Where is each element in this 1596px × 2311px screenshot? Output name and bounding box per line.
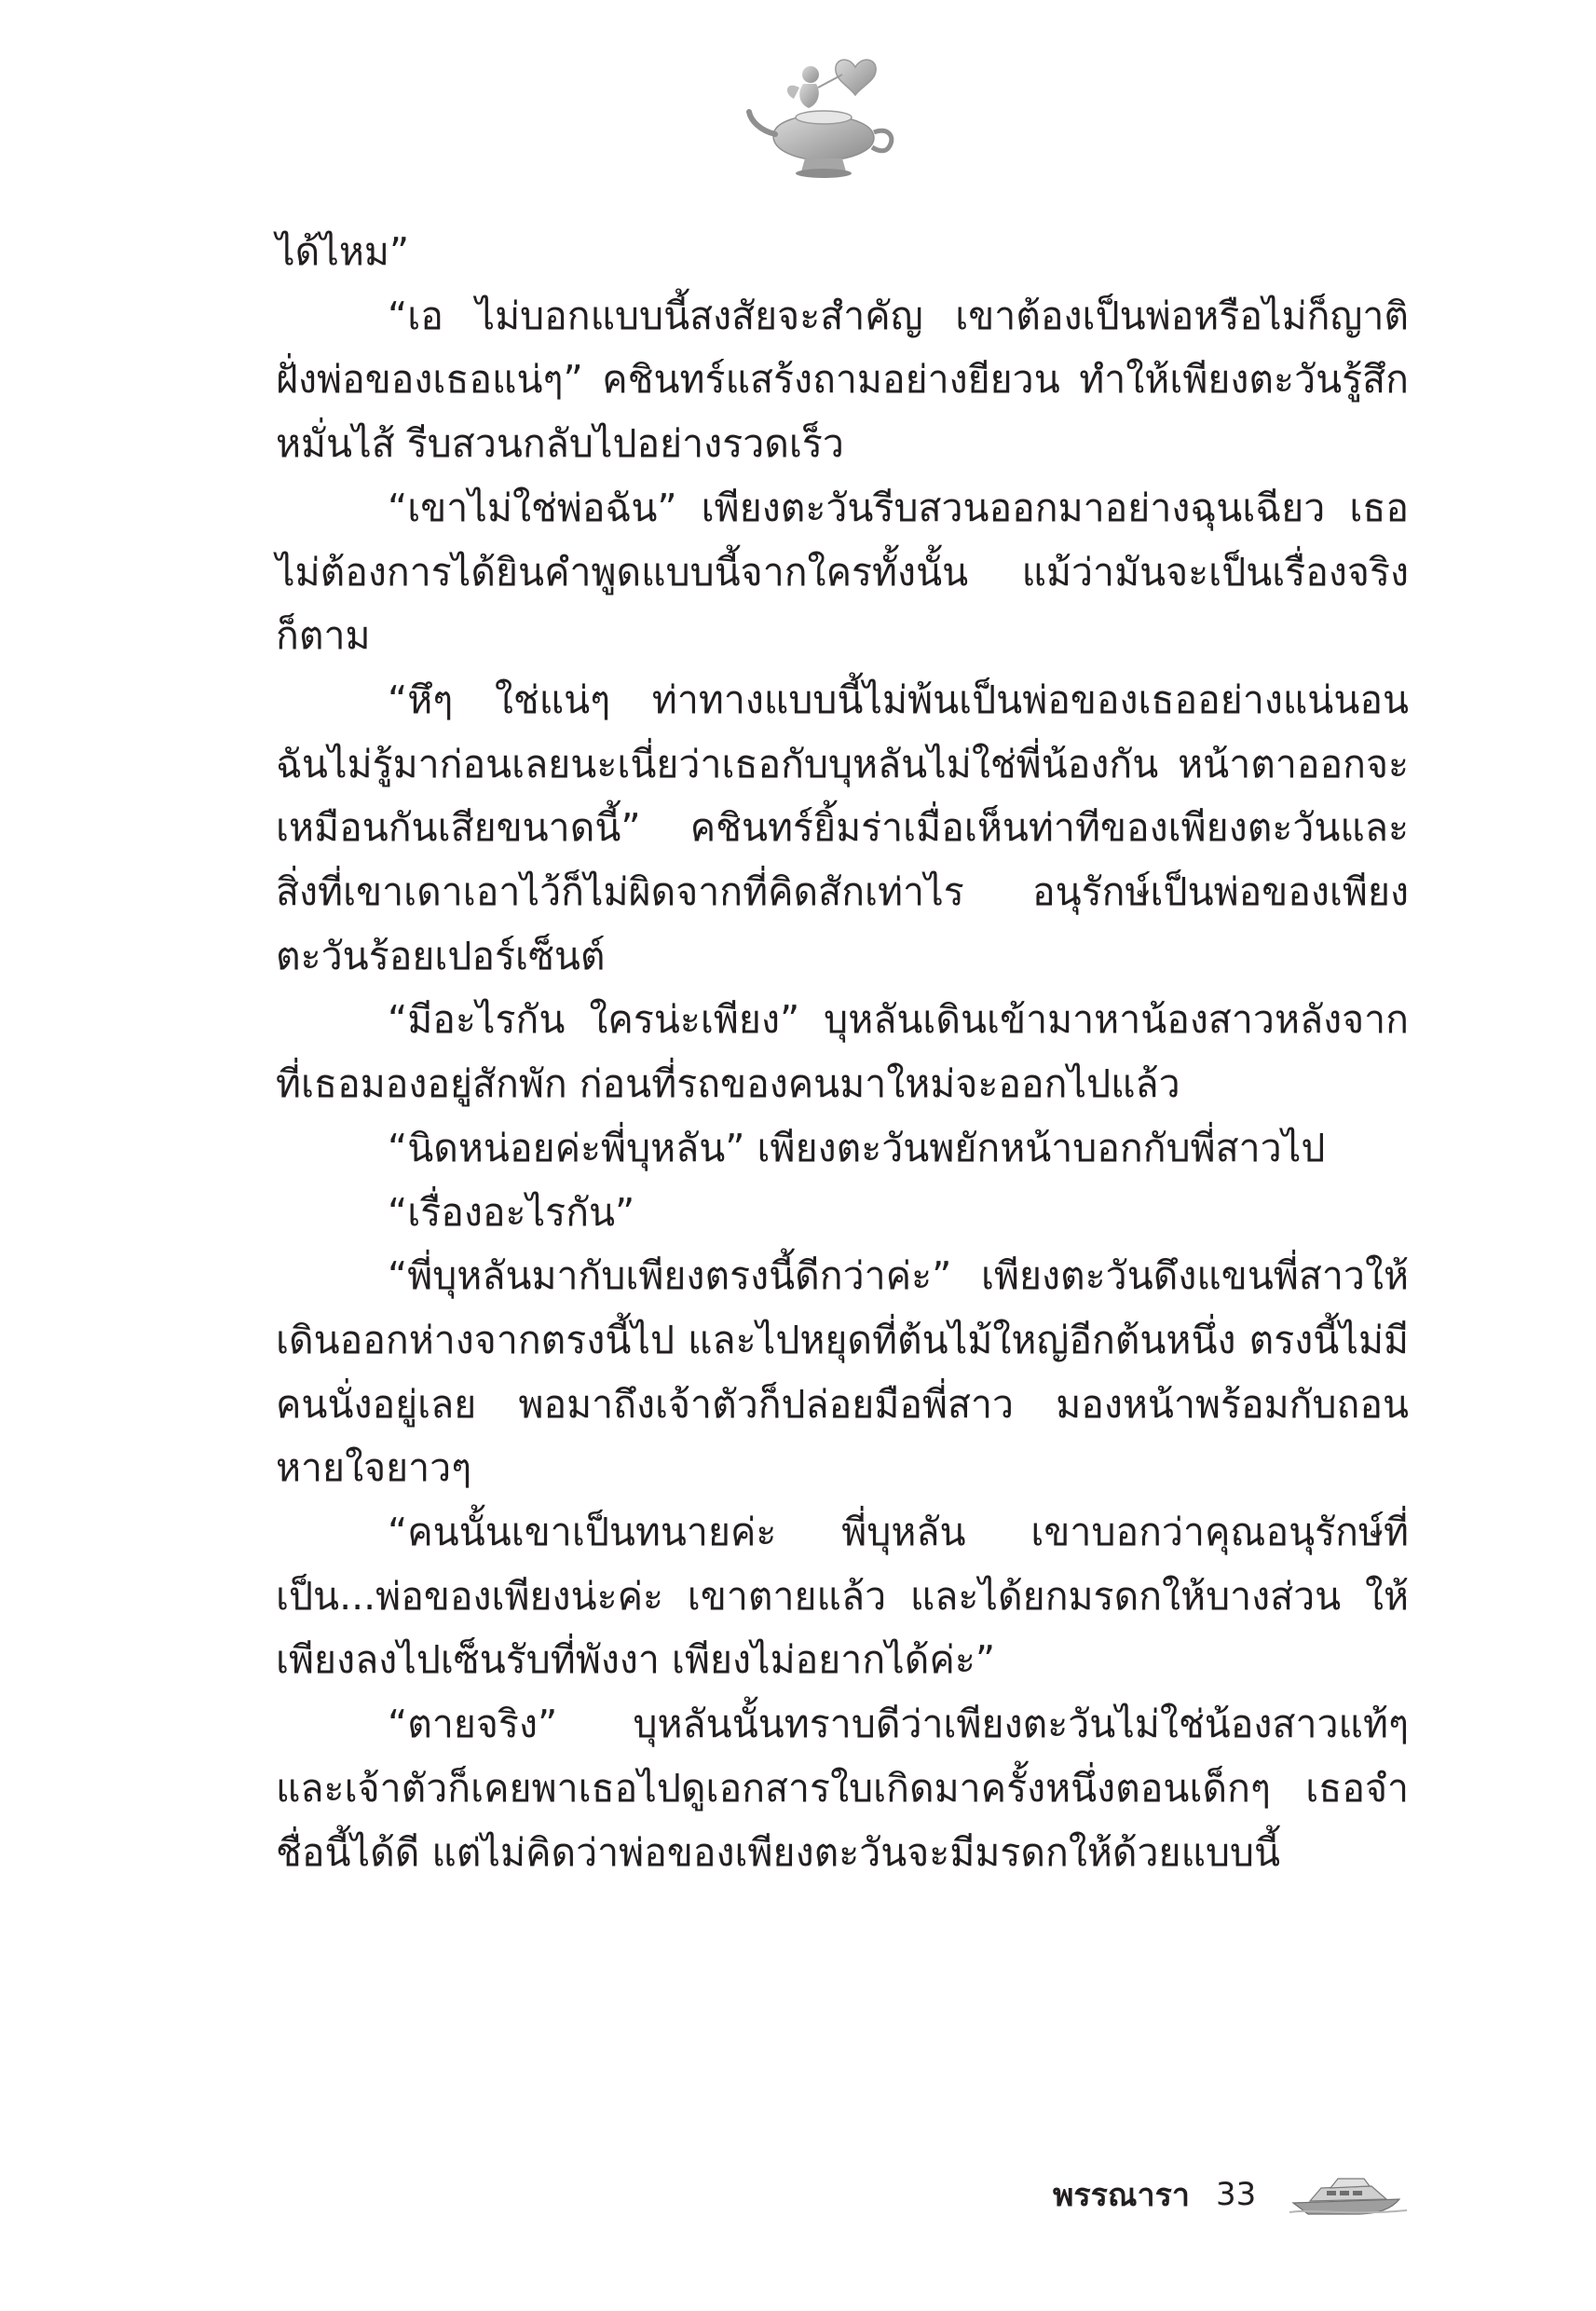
paragraph: “เขาไม่ใช่พ่อฉัน” เพียงตะวันรีบสวนออกมาอย่างฉุนเฉียว เธอไม่ต้องการได้ยินคำพูดแบบนี้จากใครทั้งนั้น แม้ว่ามันจะเป็นเรื่องจริงก็ตาม	[276, 485, 1409, 659]
paragraph: “หึๆ ใช่แน่ๆ ท่าทางแบบนี้ไม่พ้นเป็นพ่อของเธออย่างแน่นอน ฉันไม่รู้มาก่อนเลยนะเนี่ยว่าเธอกับบุหลันไม่ใช่พี่น้องกัน หน้าตาออกจะเหมือนกันเสียขนาดนี้” คชินทร์ยิ้มร่าเมื่อเห็นท่าทีของเพียงตะวันและสิ่งที่เขาเดาเอาไว้ก็ไม่ผิดจากที่คิดสักเท่าไร อนุรักษ์เป็นพ่อของเพียงตะวันร้อยเปอร์เซ็นต์	[276, 677, 1409, 978]
yacht-icon	[1289, 2171, 1411, 2218]
paragraph: “มีอะไรกัน ใครน่ะเพียง” บุหลันเดินเข้ามาหาน้องสาวหลังจากที่เธอมองอยู่สักพัก ก่อนที่รถของคนมาใหม่จะออกไปแล้ว	[276, 997, 1409, 1107]
paragraph: “ตายจริง” บุหลันนั้นทราบดีว่าเพียงตะวันไม่ใช่น้องสาวแท้ๆ และเจ้าตัวก็เคยพาเธอไปดูเอกสารใบเกิดมาครั้งหนึ่งตอนเด็กๆ เธอจำชื่อนี้ได้ดี แต่ไม่คิดว่าพ่อของเพียงตะวันจะมีมรดกให้ด้วยแบบนี้	[276, 1702, 1409, 1875]
paragraph: “เอ ไม่บอกแบบนี้สงสัยจะสำคัญ เขาต้องเป็นพ่อหรือไม่ก็ญาติฝั่งพ่อของเธอแน่ๆ” คชินทร์แสร้งถามอย่างยียวน ทำให้เพียงตะวันรู้สึกหมั่นไส้ รีบสวนกลับไปอย่างรวดเร็ว	[276, 293, 1409, 467]
page-footer	[1053, 2167, 1411, 2222]
paragraph: ได้ไหม”	[276, 229, 410, 274]
teapot-heart-ornament-icon	[745, 47, 904, 186]
page-number: 33	[1215, 2176, 1257, 2213]
paragraph: “คนนั้นเขาเป็นทนายค่ะ พี่บุหลัน เขาบอกว่าคุณอนุรักษ์ที่เป็น...พ่อของเพียงน่ะค่ะ เขาตายแล้ว และได้ยกมรดกให้บางส่วน ให้เพียงลงไปเซ็นรับที่พังงา เพียงไม่อยากได้ค่ะ”	[276, 1510, 1409, 1683]
book-title: พรรณารา	[1053, 2177, 1190, 2214]
paragraph: “พี่บุหลันมากับเพียงตรงนี้ดีกว่าค่ะ” เพียงตะวันดึงแขนพี่สาวให้เดินออกห่างจากตรงนี้ไป และไปหยุดที่ต้นไม้ใหญ่อีกต้นหนึ่ง ตรงนี้ไม่มีคนนั่งอยู่เลย พอมาถึงเจ้าตัวก็ปล่อยมือพี่สาว มองหน้าพร้อมกับถอนหายใจยาวๆ	[276, 1253, 1409, 1491]
paragraph: “เรื่องอะไรกัน”	[388, 1189, 635, 1235]
body-text	[276, 220, 1409, 1884]
paragraph: “นิดหน่อยค่ะพี่บุหลัน” เพียงตะวันพยักหน้าบอกกับพี่สาวไป	[388, 1125, 1326, 1170]
